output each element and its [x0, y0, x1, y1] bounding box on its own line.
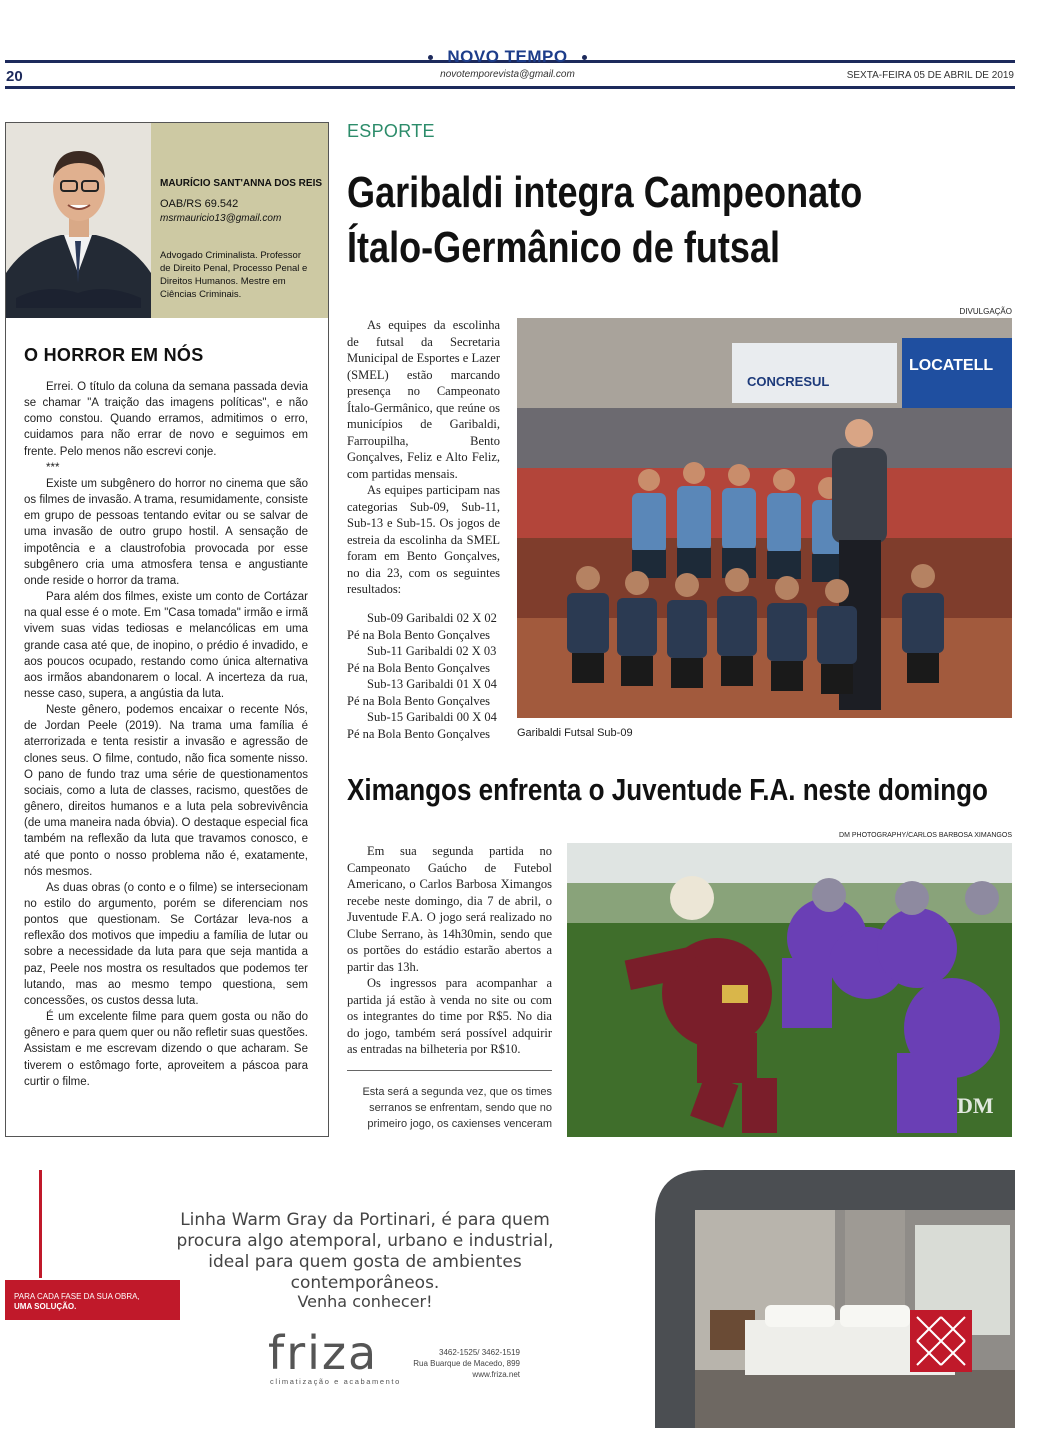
ad-tagline-line1: PARA CADA FASE DA SUA OBRA, — [14, 1292, 140, 1301]
issue-date: SEXTA-FEIRA 05 DE ABRIL DE 2019 — [846, 70, 1014, 81]
results-list — [347, 610, 500, 742]
column-paragraph: Para além dos filmes, existe um conto de Cortázar na qual esse é o mote. Em "Casa tomada" irmão e irmã vivem suas vidas tediosas e melancólicas em uma grande casa até que, de inopino, o prédio é invadido, e aos poucos ocupado, restando como única alternativa aos irmãos abandonarem o local. A incerteza da rua, nesse caso, supera, a angústia da luta. — [24, 591, 308, 700]
ad-website: www.friza.net — [472, 1370, 520, 1379]
section-label: ESPORTE — [347, 121, 435, 141]
column-paragraph: As duas obras (o conto e o filme) se intersecionam no estilo do argumento, porém se diferenciam nos pontos que questionam. Se Cortázar leva-nos a reflexão dos motivos que impediu a família de lutar ou sobre a necessidade da luta para que seja mantida a paz, Peele nos mostra os resultados que podemos ter lutando, mas ao mesmo tempo questiona, sem concessões, os custos dessa luta. — [24, 881, 308, 1007]
ximangos-body — [347, 843, 552, 1058]
header-email: novotemporevista@gmail.com — [440, 69, 575, 80]
ad-room-image — [655, 1170, 1015, 1428]
author-bio: Advogado Criminalista. Professor de Direito Penal, Processo Penal e Direitos Humanos. Mestre em Ciências Criminais. — [160, 250, 308, 300]
ad-cta: Venha conhecer! — [297, 1292, 433, 1311]
article-paragraph: As equipes da escolinha de futsal da Secretaria Municipal de Esportes e Lazer (SMEL) estão marcando presença no Campeonato Ítalo-Germânico, que reúne os municípios de Garibaldi, Farroupilha, Bento Gonçalves, Feliz e Alto Feliz, com partidas mensais. — [347, 318, 500, 481]
author-oab: OAB/RS 69.542 — [160, 198, 239, 210]
ad-tagline — [14, 1292, 140, 1312]
friza-logo-subtitle: climatização e acabamento — [270, 1377, 401, 1386]
headline-futsal: Garibaldi integra Campeonato Ítalo-Germânico de futsal — [347, 168, 863, 272]
dm-watermark: DM — [957, 1093, 994, 1118]
column-title: O HORROR EM NÓS — [24, 345, 204, 365]
article-paragraph: As equipes participam nas categorias Sub-09, Sub-11, Sub-13 e Sub-15. Os jogos de estreia da escolinha da SMEL foram em Bento Gonçalves, no dia 23, com os seguintes resultados: — [347, 483, 500, 596]
brand-name: NOVO TEMPO — [447, 47, 568, 66]
page-number: 20 — [6, 68, 23, 85]
headline-ximangos: Ximangos enfrenta o Juventude F.A. neste domingo — [347, 772, 988, 807]
author-email: msrmauricio13@gmail.com — [160, 213, 282, 224]
column-separator: *** — [46, 461, 60, 474]
photo-caption: Garibaldi Futsal Sub-09 — [517, 727, 633, 739]
photo-credit: DIVULGAÇÃO — [959, 307, 1012, 316]
football-photo — [567, 843, 1012, 1137]
author-portrait — [6, 123, 151, 318]
article-paragraph: Em sua segunda partida no Campeonato Gaúcho de Futebol Americano, o Carlos Barbosa Ximangos recebe neste domingo, dia 7 de abril, o Juventude F.A. O jogo será realizado no Clube Serrano, às 14h30min, sendo que os portões do estádio estarão abertos a partir das 13h. — [347, 844, 552, 974]
friza-logo: friza — [268, 1326, 379, 1380]
result-line: Sub-11 Garibaldi 02 X 03 Pé na Bola Bento Gonçalves — [347, 644, 497, 675]
photo-credit: DM PHOTOGRAPHY/CARLOS BARBOSA XIMANGOS — [839, 832, 1012, 839]
result-line: Sub-09 Garibaldi 02 X 02 Pé na Bola Bento Gonçalves — [347, 611, 497, 642]
pullquote: Esta será a segunda vez, que os times serranos se enfrentam, sendo que no primeiro jogo, os caxienses venceram — [362, 1086, 552, 1130]
header-bottom-rule — [5, 86, 1015, 89]
column-paragraph: Neste gênero, podemos encaixar o recente Nós, de Jordan Peele (2019). Na trama uma família é aterrorizada e tenta resistir a invasão e agressão de clones seus. O filme, contudo, não fica somente nisso. O pano de fundo traz uma série de questionamentos sociais, como a luta de classes, racismo, questões de gênero, direitos humanos e a luta pela sobrevivência (de uma maneira nada óbvia). O destaque especial fica também na reflexão da luta que travamos conosco, e até que ponto o nosso problema não é, exatamente, nós mesmos. — [24, 704, 308, 878]
banner-concresul: CONCRESUL — [747, 374, 830, 389]
author-name: MAURÍCIO SANT'ANNA DOS REIS — [160, 178, 323, 189]
masthead — [0, 47, 1015, 67]
ad-accent-bar — [39, 1170, 42, 1278]
futsal-team-photo — [517, 318, 1012, 718]
column-paragraph: Errei. O título da coluna da semana passada devia se chamar "A traição das imagens políticas", e não como constou. Quando erramos, admitimos o erro, cuidamos para não errar de novo e seguimos em frente. Pelo menos não escrevi conje. — [24, 381, 308, 458]
ad-tagline-line2: UMA SOLUÇÃO. — [14, 1302, 77, 1311]
ad-contact — [410, 1347, 520, 1380]
football-scene — [567, 843, 1012, 1137]
ad-copy: Linha Warm Gray da Portinari, é para quem procura algo atemporal, urbano e industrial, ideal para quem gosta de ambientes contemporâneos. — [176, 1210, 554, 1293]
bedroom-scene — [655, 1170, 1015, 1428]
result-line: Sub-13 Garibaldi 01 X 04 Pé na Bola Bento Gonçalves — [347, 677, 497, 708]
author-photo — [6, 123, 151, 318]
result-line: Sub-15 Garibaldi 00 X 04 Pé na Bola Bento Gonçalves — [347, 710, 497, 741]
pullquote-rule — [347, 1070, 552, 1071]
column-body — [24, 379, 308, 1090]
ad-phone: 3462-1525/ 3462-1519 — [439, 1348, 520, 1357]
bullet-icon — [582, 55, 587, 60]
futsal-scene — [517, 318, 1012, 718]
ad-address: Rua Buarque de Macedo, 899 — [413, 1359, 520, 1368]
bullet-icon — [428, 55, 433, 60]
banner-locatelli: LOCATELL — [909, 357, 994, 374]
futsal-body — [347, 317, 500, 598]
column-paragraph: Existe um subgênero do horror no cinema que são os filmes de invasão. A trama, resumidamente, consiste em grupo de pessoas tentando evitar ou se salvar de uma invasão de outro grupo hostil. A sensação de impotência e a claustrofobia provocada por esse subgênero cria uma atmosfera tensa e angustiante onde reside o horror da trama. — [24, 477, 308, 587]
column-paragraph: É um excelente filme para quem gosta ou não do gênero e para quem quer ou não refletir suas questões. Assistam e me escrevam dizendo o que acharam. Se tiverem o estômago forte, aproveitem a páscoa para curtir o filme. — [24, 1011, 308, 1088]
article-paragraph: Os ingressos para acompanhar a partida já estão à venda no site ou com os integrantes do time por R$5. No dia do jogo, também será possível adquirir as entradas na bilheteria por R$10. — [347, 976, 552, 1056]
